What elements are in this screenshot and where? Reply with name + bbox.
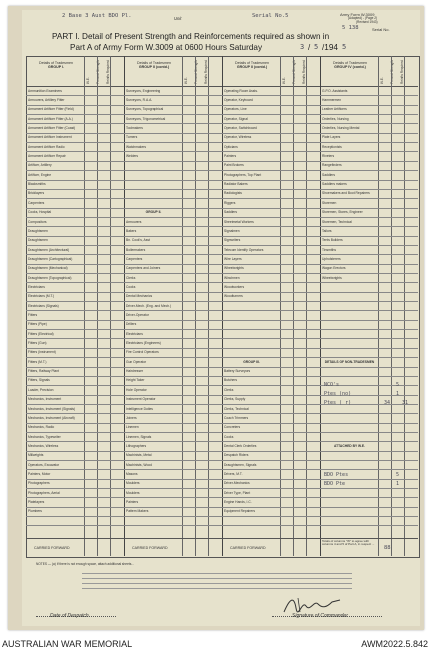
part-title-line1: PART I. Detail of Present Strength and Reinforcements required as shown in [52, 32, 330, 41]
row-label: Receptionists [322, 144, 342, 149]
row-divider [26, 413, 418, 414]
col3-group: GROUP II (contd.) [236, 64, 268, 69]
row-label: Moulders [126, 490, 140, 495]
row-label: Driver-Mechanics [224, 481, 250, 486]
sub-we: W.E. [380, 77, 384, 84]
nt-nco-label: NCO's [324, 382, 340, 388]
row-divider [26, 151, 418, 152]
row-divider [26, 329, 418, 330]
row-label: Painters, Motor [28, 471, 51, 476]
row-label: Woodworkers [224, 284, 245, 289]
row-divider [26, 376, 418, 377]
row-label: Artificer, Engine [28, 172, 52, 177]
date-year-typed: 5 [342, 43, 347, 51]
row-label: Photographers, Aerial [28, 490, 60, 495]
column-divider [84, 56, 85, 556]
row-divider [26, 133, 418, 134]
row-divider [26, 338, 418, 339]
row-label: Fire Control Operators [126, 350, 159, 355]
row-label: GROUP II. [145, 210, 162, 215]
col2-subheaders [184, 58, 208, 84]
nt-ptes-r-value2: 31 [402, 400, 409, 406]
row-label: Draughtsmen (Cartographical) [28, 256, 73, 261]
sub-present: Present Strength [292, 60, 296, 84]
col1-title: Details of Tradesmen [39, 61, 73, 65]
nt-ptes-r-label: Ptes ( r) [324, 400, 352, 406]
row-divider [26, 217, 418, 218]
row-divider [26, 367, 418, 368]
row-label: Winchmen [224, 275, 240, 280]
row-label: Cooks [224, 434, 234, 439]
row-label: Draughtsmen (Topographical) [28, 275, 72, 280]
row-label: Pattern Makers [126, 509, 149, 514]
row-divider [26, 441, 418, 442]
row-divider [26, 348, 418, 349]
row-label: Opticians [224, 144, 238, 149]
col1-group: GROUP I. [47, 64, 65, 69]
row-label: Saddlers [322, 172, 336, 177]
row-label: Operating Room Assts. [224, 88, 258, 93]
row-label: Fitters (Electrical) [28, 331, 54, 336]
row-label: Photographers [28, 481, 50, 486]
row-label: Paint Brokers [224, 163, 244, 168]
column-divider [124, 56, 125, 556]
row-label: Armament Artificer Fitter (Field) [28, 107, 74, 112]
row-label: Engine Hands, I.C. [224, 500, 252, 504]
column-divider [391, 56, 392, 556]
row-label: Photographers, Top Plant [224, 172, 262, 177]
row-divider [26, 273, 418, 274]
column-divider [320, 56, 321, 556]
row-divider [26, 292, 418, 293]
archive-footer [0, 636, 432, 653]
form-page [22, 10, 420, 626]
row-label: Storemen [322, 200, 337, 205]
row-label: Dental Mechanics [126, 294, 153, 299]
row-label: Boilermakers [126, 247, 146, 252]
col3-header [224, 62, 280, 70]
row-label: Wheelwrights [322, 275, 342, 280]
nt-ptes-no-label: Ptes (no) [324, 391, 352, 397]
row-label: Joiners [126, 415, 137, 420]
row-divider [26, 395, 418, 396]
sub-reinfts: Reinfts Required [106, 60, 110, 84]
row-label: Saddlers [224, 210, 238, 215]
row-label: Electricians [126, 331, 143, 336]
sub-present: Present Strength [96, 60, 100, 84]
row-label: Sheetmetal Workers [224, 219, 254, 224]
row-divider [26, 310, 418, 311]
row-label: Operator, Keyboard [224, 97, 253, 102]
att-bdo-ptes-label: BDO Ptes [324, 472, 349, 478]
row-label: Lithographers [126, 443, 147, 448]
row-label: Clerks [224, 387, 234, 392]
row-label: Fitters, Railway Plant [28, 369, 59, 374]
row-label: Hole Operator [126, 387, 147, 392]
row-label: Electricians (Signals) [28, 303, 59, 308]
signature-label: Signature of Commander [292, 613, 348, 619]
date-day: 3 [300, 43, 305, 51]
col1-subheaders [86, 58, 110, 84]
row-label: Fitters [28, 313, 38, 317]
row-label: Draughtsmen (Mechanical) [28, 266, 68, 271]
totals-typed: 88 [384, 545, 391, 551]
row-label: Surveyors, Trigonometrical [126, 116, 166, 121]
row-label: Surveyors, Topographical [126, 107, 164, 112]
row-label: Fitters (Instrument) [28, 350, 56, 355]
row-label: Tailors [322, 228, 332, 233]
row-label: Mechanics, Wireless [28, 443, 59, 448]
row-label: Armament Artificer Fitter (A.A.) [28, 116, 73, 121]
date-year: /194 [322, 43, 338, 52]
row-divider [26, 385, 418, 386]
row-label: Drivers, M.T. [224, 471, 243, 476]
row-label: Coach Trimmers [224, 415, 249, 420]
row-label: Radiologists [224, 191, 242, 196]
col4-subheaders [380, 58, 404, 84]
col3-subheaders [282, 58, 306, 84]
row-label: Millwrights [28, 453, 44, 458]
row-label: Orderlies, Nursing [322, 116, 349, 121]
row-label: Cooks [126, 284, 136, 289]
row-label: Driver-Mech. (Eng. and Mech.) [126, 303, 172, 308]
row-label: Radiator Bakers [224, 182, 248, 187]
sub-we: W.E. [86, 77, 90, 84]
row-label: Armament Artificer Instrument [28, 135, 72, 140]
row-label: Watchmakers [126, 144, 147, 149]
row-divider [26, 320, 418, 321]
row-label: Armourers, Artillery Fitter [28, 97, 65, 102]
row-label: Riggers [224, 200, 236, 205]
unit-typed: 2 Base 3 Aust BDO Pl. [62, 13, 132, 19]
row-divider [26, 198, 418, 199]
column-divider [404, 56, 405, 556]
column-divider [378, 56, 379, 556]
row-label: Tinsmiths [322, 247, 336, 252]
row-divider [26, 95, 418, 96]
carried-forward-1: CARRIED FORWARD [34, 546, 70, 550]
row-label: Upholsterers [322, 256, 341, 261]
totals-note: Totals of columns "W" to agree with columns 4 and 5 of Part A, in respect ... [322, 539, 375, 547]
row-label: Linemen [126, 425, 139, 430]
part-title-line2: Part A of Army Form W.3009 at 0600 Hours Saturday [70, 43, 263, 52]
sub-reinfts: Reinfts Required [204, 60, 208, 84]
row-divider [26, 404, 418, 405]
strength-table [26, 56, 420, 558]
row-divider [26, 208, 418, 209]
row-label: Riveters [322, 154, 335, 159]
row-label: Storemen, Technical [322, 219, 352, 224]
row-label: Painters [224, 154, 237, 159]
row-label: Shoemakers and Boot Repairers [322, 191, 370, 196]
row-label: Clerks [126, 275, 136, 280]
sub-we: W.E. [282, 77, 286, 84]
row-label: Platelayers [28, 500, 45, 504]
column-divider [293, 56, 294, 556]
row-label: Saddlers makers [322, 182, 347, 187]
row-label: Machinists, Metal [126, 453, 152, 458]
sub-we: W.E. [184, 77, 188, 84]
row-label: Surveyors, Engineering [126, 88, 161, 93]
row-label: DETAILS OF NON-TRADESMEN [324, 359, 375, 364]
row-label: Toolmakers [126, 126, 143, 130]
date-sep: / [308, 43, 311, 52]
row-label: Operators, Line [224, 107, 247, 112]
row-divider [26, 301, 418, 302]
row-label: Carpenters [126, 256, 143, 261]
row-divider [26, 423, 418, 424]
row-label: Loader, Precision [28, 387, 54, 392]
row-label: Butchers [224, 378, 238, 383]
row-label: Carpenters [28, 200, 45, 205]
row-label: Welders [126, 154, 139, 159]
row-label: Draughtsmen (Architectural) [28, 247, 70, 252]
row-label: Artificer, Artillery [28, 163, 52, 168]
row-label: Armament Artificer Repair [28, 154, 66, 159]
army-form-sub: (Adapted) - (Page 2) [348, 16, 378, 20]
date-month: 5 [314, 43, 319, 51]
row-label: Linemen, Signals [126, 434, 152, 439]
row-label: Wire Layers [224, 256, 242, 261]
row-label: Masons [126, 471, 138, 476]
sub-present: Present Strength [194, 60, 198, 84]
row-label: Moulders [126, 481, 140, 486]
row-label: Fitters (Gun) [28, 341, 47, 346]
row-label: Telecom Identify Operators [224, 247, 264, 252]
row-label: Driver Type, Plant [224, 490, 251, 495]
row-label: Instrument Operator [126, 397, 156, 402]
row-divider [26, 170, 418, 171]
row-label: Compositors [28, 219, 47, 224]
att-bdo-pte-label: BDO Pte [324, 481, 346, 487]
sub-reinfts: Reinfts Required [400, 60, 404, 84]
row-label: Painters [126, 500, 139, 504]
row-label: Fitters, Signals [28, 378, 50, 383]
row-label: Mechanics, Instrument (Signals) [28, 406, 76, 411]
row-label: Electricians [28, 284, 45, 289]
row-label: Leather Artificers [322, 107, 347, 112]
row-label: Draughtsmen [28, 228, 48, 233]
column-divider [306, 56, 307, 556]
row-label: Driver-Operator [126, 313, 149, 317]
row-divider [26, 451, 418, 452]
row-divider [26, 254, 418, 255]
row-divider [26, 469, 418, 470]
document-sheet [8, 6, 424, 630]
row-label: Mechanics, Instrument [28, 397, 62, 402]
row-label: Surveyors, R.A.A. [126, 97, 153, 102]
nt-ptes-r-value: 34 [384, 400, 391, 406]
col1-header [28, 62, 84, 70]
row-divider [26, 497, 418, 498]
unit-label: Unit [174, 16, 182, 21]
army-form-note: (Revised 1943) [356, 20, 378, 24]
row-label: Orderlies, Nursing Mental [322, 126, 360, 130]
notes-lines [82, 570, 352, 592]
row-label: Intelligence Duties [126, 406, 153, 411]
row-label: Concreters [224, 425, 241, 430]
row-divider [26, 114, 418, 115]
column-divider [110, 56, 111, 556]
row-label: Operator, Switchboard [224, 126, 257, 130]
col4-header [322, 62, 378, 70]
row-label: Clerks, Supply [224, 397, 246, 402]
column-divider [222, 56, 223, 556]
att-bdo-pte-value: 1 [396, 481, 400, 487]
att-bdo-ptes-value: 5 [396, 472, 400, 478]
row-divider [26, 460, 418, 461]
row-label: Wagon Erectors [322, 266, 346, 271]
row-label: Tents Builders [322, 238, 343, 243]
row-label: Mechanics, Typewriter [28, 434, 61, 439]
col4-group: GROUP IV (contd.) [334, 64, 366, 69]
row-label: Cooks, Hospital [28, 210, 52, 215]
row-label: Operators, Excavator [28, 462, 60, 467]
row-label: Operator, Wireless [224, 135, 252, 140]
row-label: Draughtsmen, Signals [224, 462, 257, 467]
row-label: Bakers [126, 228, 137, 233]
row-label: Drillers [126, 322, 137, 327]
date-despatch-label: Date of Despatch [50, 613, 89, 619]
column-divider [280, 56, 281, 556]
row-divider [26, 357, 418, 358]
row-divider [26, 123, 418, 124]
row-label: Storemen, Stores, Engineer [322, 210, 363, 215]
row-divider [26, 226, 418, 227]
row-label: Plate Layers [322, 135, 341, 140]
row-divider [26, 236, 418, 237]
row-label: Mechanics, Instrument (Aircraft) [28, 415, 75, 420]
row-label: Draughtsmen [28, 238, 48, 243]
row-label: Clerks, Technical [224, 406, 249, 411]
row-label: Plumbers [28, 509, 42, 514]
row-divider [26, 282, 418, 283]
carried-forward-3: CARRIED FORWARD [230, 546, 266, 550]
row-label: Battery Surveyors [224, 369, 251, 374]
row-divider [26, 264, 418, 265]
row-label: Equipment Repairers [224, 509, 255, 514]
sub-present: Present Strength [390, 60, 394, 84]
col3-title: Details of Tradesmen [235, 61, 269, 65]
serial-no-label: Serial No. [372, 27, 390, 32]
col2-header [126, 62, 182, 70]
row-divider [26, 245, 418, 246]
column-divider [97, 56, 98, 556]
col2-title: Details of Tradesmen [137, 61, 171, 65]
row-label: Despatch Riders [224, 453, 249, 458]
form-notes: NOTES — (a) If there is not enough space, attach additional sheets... [36, 562, 134, 566]
row-divider [26, 180, 418, 181]
row-label: Wheelwrights [224, 266, 244, 271]
row-label: Height Taker [126, 378, 145, 383]
column-divider [195, 56, 196, 556]
army-form-label: Army Form W.3009 [340, 12, 375, 17]
serial-no-typed: 5 138 [342, 25, 359, 31]
row-divider [26, 479, 418, 480]
row-label: Electricians (M.T.) [28, 294, 55, 299]
row-label: Signwriters [224, 238, 241, 243]
row-divider [26, 189, 418, 190]
footer-left: AUSTRALIAN WAR MEMORIAL [2, 639, 133, 649]
column-divider [208, 56, 209, 556]
row-label: Armourers [126, 219, 142, 224]
row-label: Ammunition Examiners [28, 88, 62, 93]
row-label: Bricklayers [28, 191, 45, 196]
row-label: Fitters (M.T.) [28, 359, 47, 364]
row-label: Fitters (Pipe) [28, 322, 47, 327]
row-label: Hairdresser [126, 369, 144, 374]
row-divider [26, 161, 418, 162]
column-divider [182, 56, 183, 556]
nt-nco-value: 5 [396, 382, 400, 388]
row-label: Armament Artificer Fitter (Coast) [28, 126, 76, 130]
row-label: GROUP III. [243, 359, 260, 364]
serial-typed: Serial No.5 [252, 13, 289, 19]
carried-forward-2: CARRIED FORWARD [132, 546, 168, 550]
footer-right: AWM2022.5.842 [361, 639, 428, 649]
row-label: Hammermen [322, 97, 342, 102]
row-label: Signalmen [224, 228, 240, 233]
row-divider [26, 516, 418, 517]
sub-reinfts: Reinfts Required [302, 60, 306, 84]
row-label: Machinists, Wood [126, 462, 152, 467]
nt-ptes-no-value: 1 [396, 391, 400, 397]
row-label: Bn. Cook's, Asst [126, 238, 150, 243]
row-label: Armament Artificer Radio [28, 144, 65, 149]
row-label: Electricians (Engineers) [126, 341, 161, 346]
row-label: ATTACHED BY W.E. [334, 443, 365, 448]
row-divider [26, 488, 418, 489]
row-divider [26, 142, 418, 143]
row-label: Blacksmiths [28, 182, 46, 187]
row-label: Woodturners [224, 294, 243, 299]
row-label: Turners [126, 135, 138, 140]
row-label: Mechanics, Radio [28, 425, 55, 430]
row-label: Gun Operator [126, 359, 147, 364]
row-label: Dental Clerk Orderlies [224, 443, 257, 448]
col2-group: GROUP II (contd.) [138, 64, 170, 69]
row-label: Rangefinders [322, 163, 342, 168]
row-label: G.P.O. Assistants [322, 88, 348, 93]
row-label: Operator, Signal [224, 116, 248, 121]
row-divider [26, 105, 418, 106]
row-label: Carpenters and Joiners [126, 266, 161, 271]
col4-title: Details of Tradesmen [333, 61, 367, 65]
row-divider [26, 432, 418, 433]
row-divider [26, 507, 418, 508]
row-divider [26, 525, 418, 526]
